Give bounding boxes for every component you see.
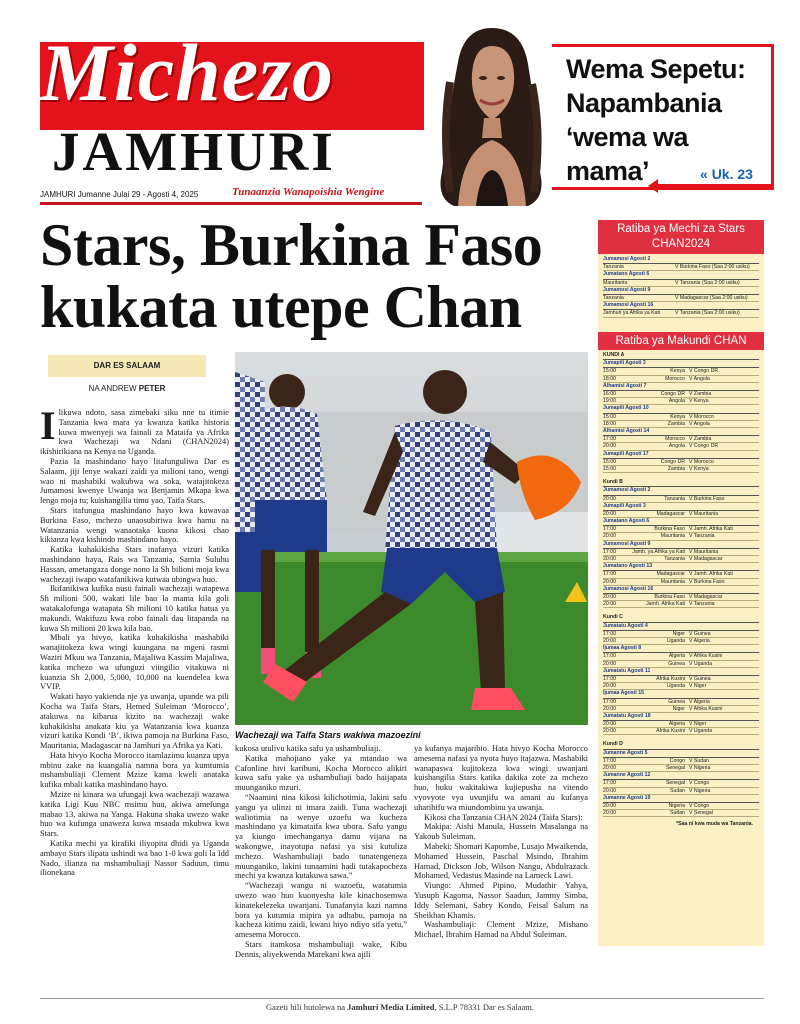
fixture-date: Jumamosi Agosti 9 bbox=[603, 287, 759, 295]
group-name: Kundi D bbox=[603, 741, 759, 749]
place-label: DAR ES SALAAM bbox=[48, 355, 206, 377]
match-away: V Congo bbox=[689, 780, 710, 787]
match-time: 18:00 bbox=[603, 375, 616, 382]
group-match-row bbox=[603, 421, 759, 428]
fixture-away: V Tanzania (Saa 2:00 usiku) bbox=[675, 310, 740, 317]
page-ref-label: Uk. 23 bbox=[711, 166, 753, 182]
fixture-home: Mauritania bbox=[603, 279, 628, 286]
match-home: Tanzania bbox=[664, 556, 685, 563]
match-away: V Guinea bbox=[689, 675, 711, 682]
match-home: Morocco bbox=[665, 375, 685, 382]
fixture-row bbox=[603, 295, 759, 302]
footer bbox=[0, 1002, 800, 1012]
match-time: 20:00 bbox=[603, 601, 616, 608]
group-match-row bbox=[603, 721, 759, 728]
match-home: Mauritania bbox=[660, 578, 685, 585]
match-time: 20:00 bbox=[603, 556, 616, 563]
match-away: V Zambia bbox=[689, 436, 712, 443]
match-away: V Madagascar bbox=[689, 556, 723, 563]
group-match-row bbox=[603, 526, 759, 533]
footer-publisher: Jamhuri Media Limited bbox=[347, 1002, 435, 1012]
match-time: 20:00 bbox=[603, 637, 616, 644]
group-match-row bbox=[603, 706, 759, 713]
article-paragraph: Viungo: Ahmed Pipino, Mudathir Yahya, Yusuph Kagoma, Nassor Saadun, Jammy Simba, Iddy Selemani, Sabry Kondo, Feisal Salum na Sheikhan Khamis. bbox=[414, 881, 588, 920]
match-time: 18:00 bbox=[603, 420, 616, 427]
article-column-3 bbox=[414, 744, 588, 996]
match-away: V Sudan bbox=[689, 757, 709, 764]
article-paragraph: Stars itamkosa mshambuliaji wake, Kibu Dennis, aliyekwenda Marekani kwa ajili bbox=[235, 939, 407, 959]
group-match-date: Jumanne Agosti 5 bbox=[603, 750, 759, 758]
masthead-title: Michezo bbox=[40, 27, 334, 118]
group-name: Kundi B bbox=[603, 479, 759, 487]
match-away: V Burkina Faso bbox=[689, 578, 725, 585]
fixture-date: Jumamosi Agosti 2 bbox=[603, 256, 759, 264]
match-away: V Uganda bbox=[689, 660, 713, 667]
match-home: Congo bbox=[669, 757, 685, 764]
match-away: V Afrika Kusini bbox=[689, 653, 723, 660]
headline-line: kukata utepe Chan bbox=[40, 274, 522, 340]
group-match-row bbox=[603, 466, 759, 473]
match-home: Burkina Faso bbox=[654, 594, 685, 601]
match-home: Madagascar bbox=[656, 571, 685, 578]
group-match-date: Jumapili Agosti 17 bbox=[603, 451, 759, 459]
group-match-date: Jumatatu Agosti 4 bbox=[603, 623, 759, 631]
match-away: V Senegal bbox=[689, 810, 713, 817]
group-match-date: Jumanne Agosti 12 bbox=[603, 772, 759, 780]
match-away: V Afrika Kusini bbox=[689, 705, 723, 712]
article-paragraph: ya kufanya majaribio. Hata hivyo Kocha Morocco amesema nafasi ya nyota huyo itajazwa. Mashabiki wanapaswa kujitokeza kwa wingi uwanjani kuishangilia Stars katika dakika zote za mchezo huo, huku wakitakiwa kujiepusha na vitendo vyovyote vya uvunjifu wa amani au kufanya uharibifu wa miundombinu ya uwanja. bbox=[414, 744, 588, 812]
group-match-row bbox=[603, 436, 759, 443]
byline bbox=[48, 384, 206, 393]
group-match-row bbox=[603, 414, 759, 421]
group-match-row bbox=[603, 661, 759, 668]
group-match-row bbox=[603, 511, 759, 518]
match-home: Angola bbox=[668, 398, 685, 405]
match-away: V Tanzania bbox=[689, 601, 715, 608]
match-time: 17:00 bbox=[603, 757, 616, 764]
match-home: Madagascar bbox=[656, 510, 685, 517]
match-time: 15:00 bbox=[603, 368, 616, 375]
group-match-date: Jumanne Agosti 19 bbox=[603, 795, 759, 803]
match-away: V Congo DR bbox=[689, 368, 719, 375]
match-time: 17:00 bbox=[603, 698, 616, 705]
photo-caption: Wachezaji wa Taifa Stars wakiwa mazoezini bbox=[235, 730, 421, 740]
match-away: V Angola bbox=[689, 375, 710, 382]
article-paragraph: Ikifanikiwa kufika nusu fainali wachezaji watapewa Sh milioni 500, wakati lile bao la mama kila goli watakalofunga watapata Sh milioni 10 katika hatua ya makundi. Wakifuzu kwa robo fainali dau litapanda na kuwa Sh milioni 20 kwa kila bao. bbox=[40, 584, 229, 633]
match-home: Senegal bbox=[665, 765, 685, 772]
celebrity-photo bbox=[428, 22, 554, 206]
teaser-line: Wema Sepetu: bbox=[566, 54, 746, 84]
match-time: 20:00 bbox=[603, 721, 616, 728]
group-match-row bbox=[603, 549, 759, 556]
match-away: V Congo DR bbox=[689, 443, 719, 450]
fixtures-list bbox=[603, 256, 759, 318]
fixture-date: Jumamosi Agosti 16 bbox=[603, 302, 759, 310]
match-away: V Kenya bbox=[689, 398, 709, 405]
match-away: V Jamh. Afrika Kati bbox=[689, 526, 733, 533]
match-time: 20:00 bbox=[603, 510, 616, 517]
article-paragraph: Washambuliaji: Clement Mzize, Mishano Michael, Ibrahim Hamad na Abdul Suleiman. bbox=[414, 920, 588, 940]
group-match-date: Jumapili Agosti 3 bbox=[603, 360, 759, 368]
match-home: Guinea bbox=[668, 660, 685, 667]
article-paragraph: “Wachezaji wangu ni wazoefu, watatumia uwezo wao huo kuonyesha kile kinachosemwa kinatekelezeka uwanjani. Tunafanyia kazi namna bora ya kutumia mipira ya adhabu, pamoja na kacheza kitimu zaidi, kwani hiyo ndiyo sifa yetu,” amesema Morocco. bbox=[235, 881, 407, 940]
group-name: Kundi C bbox=[603, 614, 759, 622]
match-away: V Guinea bbox=[689, 630, 711, 637]
group-match-date: Jumatano Agosti 6 bbox=[603, 518, 759, 526]
byline-name: PETER bbox=[138, 384, 166, 393]
group-match-row bbox=[603, 780, 759, 787]
fixture-away: V Tanzania (Saa 2:00 usiku) bbox=[675, 279, 740, 286]
fixture-row bbox=[603, 264, 759, 271]
fixtures-header: Ratiba ya Mechi za Stars CHAN2024 bbox=[598, 220, 764, 254]
article-paragraph: Makipa: Aishi Manula, Hussein Masalanga na Yakoub Suleiman. bbox=[414, 822, 588, 842]
footer-prefix: Gazeti hili hutolewa na bbox=[265, 1002, 348, 1012]
match-home: Jamh. ya Afrika ya Kati bbox=[632, 548, 685, 555]
article-paragraph: Wakati hayo yakienda nje ya uwanja, upande wa pili Kocha wa Taifa Stars, Hemed Suleiman ‘Morocco’, atakuwa na kibarua kizito na wachezaji wake kuhakikisha anakata kiu ya Watanzania kwa kuanza vizuri katika Kundi ‘B’, ikiwa pamoja na Burkina Faso, Mauritania, Madagascar na Jamhuri ya Afrika ya Kati. bbox=[40, 692, 229, 751]
article-paragraph: Katika mechi ya kirafiki iliyopita dhidi ya Uganda ambayo Stars ilipata ushindi wa bao 1-0 kwa goli la Idd Nado, ilianza na mshambuliaji Nassor Saduun, timu ilionekana bbox=[40, 839, 229, 878]
teaser-page-ref[interactable] bbox=[700, 166, 753, 182]
match-away: V Madagascar bbox=[689, 594, 723, 601]
fixture-date: Jumatano Agosti 6 bbox=[603, 271, 759, 279]
match-away: V Nigeria bbox=[689, 765, 711, 772]
match-away: V Mauritania bbox=[689, 510, 719, 517]
group-match-date: Jumatatu Agosti 18 bbox=[603, 713, 759, 721]
group-match-row bbox=[603, 391, 759, 398]
teaser-line: ‘wema wa mama’ bbox=[566, 122, 689, 186]
match-time: 20:00 bbox=[603, 660, 616, 667]
article-column-2 bbox=[235, 744, 407, 996]
match-time: 15:00 bbox=[603, 465, 616, 472]
match-home: Zambia bbox=[667, 465, 685, 472]
match-time: 20:00 bbox=[603, 803, 616, 810]
match-home: Sudan bbox=[669, 810, 685, 817]
match-home: Congo DR bbox=[660, 458, 685, 465]
match-away: V Burkina Faso bbox=[689, 495, 725, 502]
group-match-row bbox=[603, 638, 759, 645]
group-match-date: Jumamosi Agosti 2 bbox=[603, 487, 759, 495]
group-match-row bbox=[603, 803, 759, 810]
match-time: 20:00 bbox=[603, 705, 616, 712]
group-match-row bbox=[603, 579, 759, 586]
match-home: Jamh. Afrika Kati bbox=[646, 601, 685, 608]
article-paragraph: Mzize ni kinara wa ufungaji kwa wachezaji wazawa katika Ligi Kuu NBC msimu huu, akiwa amefunga mabao 13, akiwa na Yanga. Hakuna shaka uwezo wake huo wa kufunga unawezа kuwa msaada mkubwa kwa Stars. bbox=[40, 790, 229, 839]
drop-cap: I bbox=[40, 408, 56, 448]
group-match-date: Jumatano Agosti 13 bbox=[603, 563, 759, 571]
main-headline bbox=[40, 214, 588, 338]
article-paragraph: Kikosi cha Tanzania CHAN 2024 (Taifa Stars): bbox=[424, 812, 583, 822]
match-home: Burkina Faso bbox=[654, 526, 685, 533]
article-column-1 bbox=[40, 408, 229, 996]
match-time: 17:00 bbox=[603, 436, 616, 443]
group-match-date: Jumatatu Agosti 11 bbox=[603, 668, 759, 676]
group-match-row bbox=[603, 533, 759, 540]
match-away: V Niger bbox=[689, 721, 707, 728]
match-home: Zambia bbox=[667, 420, 685, 427]
group-match-row bbox=[603, 765, 759, 772]
match-time: 17:00 bbox=[603, 675, 616, 682]
group-match-row bbox=[603, 728, 759, 735]
match-away: V Tanzania bbox=[689, 533, 715, 540]
match-away: V Algeria bbox=[689, 637, 710, 644]
group-match-row bbox=[603, 368, 759, 375]
match-time: 19:00 bbox=[603, 398, 616, 405]
team-training-photo bbox=[235, 352, 588, 725]
match-time: 17:00 bbox=[603, 630, 616, 637]
match-time: 20:00 bbox=[603, 443, 616, 450]
footer-rule bbox=[40, 998, 764, 999]
article-paragraph: Katika kuhakikisha Stars inafanya vizuri katika mashindano haya, Rais wa Tanzania, Samia Suluhu Hassan, ametangaza donge nono la Sh bilioni moja kwa wachezaji iwapo watafanikiwa kutwaa ubingwa huo. bbox=[40, 545, 229, 584]
group-match-row bbox=[603, 459, 759, 466]
match-away: V Morocco bbox=[689, 413, 714, 420]
group-match-date: Ijumaa Agosti 15 bbox=[603, 690, 759, 698]
match-time: 17:00 bbox=[603, 548, 616, 555]
group-match-date: Jumamosi Agosti 16 bbox=[603, 586, 759, 594]
article-paragraph: “Naamini nina kikosi kilichotimia, lakini safu yangu ya ulinzi ni imara zaidi. Tuna wachezaji waliotimia na wenye uzoefu wa kucheza mashindano ya kimataifa kwa ubora. Safu yangu ya kiungo imechanganya damu vijana na wakongwe, inayotupa nafasi ya sisi kutuliza mchezo. Washambuliaji bado tunatengeneza muunganiko, lakini tunaamini hadi tutakapocheza mechi ya kwanza kutakuwa sawa.” bbox=[235, 792, 407, 881]
group-match-row bbox=[603, 810, 759, 817]
groups-header: Ratiba ya Makundi CHAN bbox=[598, 332, 764, 350]
match-home: Niger bbox=[672, 630, 685, 637]
fixture-home: Jamhuri ya Afrika ya Kati bbox=[603, 310, 661, 317]
group-match-date: Ijumaa Agosti 8 bbox=[603, 645, 759, 653]
group-match-row bbox=[603, 556, 759, 563]
dateline: JAMHURI Jumanne Julai 29 - Agosti 4, 2025 bbox=[40, 190, 199, 199]
byline-prefix: NA ANDREW bbox=[88, 384, 139, 393]
match-home: Sudan bbox=[669, 787, 685, 794]
match-home: Tanzania bbox=[664, 495, 685, 502]
match-home: Algeria bbox=[668, 653, 685, 660]
match-home: Senegal bbox=[665, 780, 685, 787]
match-time: 20:00 bbox=[603, 578, 616, 585]
group-match-date: Alhamisi Agosti 7 bbox=[603, 383, 759, 391]
match-time: 20:00 bbox=[603, 683, 616, 690]
match-away: V Algeria bbox=[689, 698, 710, 705]
match-away: V Nigeria bbox=[689, 787, 711, 794]
match-home: Congo DR bbox=[660, 390, 685, 397]
headline-line: Stars, Burkina Faso bbox=[40, 212, 543, 278]
match-time: 20:00 bbox=[603, 533, 616, 540]
group-match-row bbox=[603, 676, 759, 683]
match-away: V Uganda bbox=[689, 728, 713, 735]
masthead-subtitle: JAMHURI bbox=[52, 121, 336, 182]
match-time: 17:00 bbox=[603, 526, 616, 533]
match-home: Mauritania bbox=[660, 533, 685, 540]
fixture-home: Tanzania bbox=[603, 294, 624, 301]
group-match-date: Jumamosi Agosti 9 bbox=[603, 541, 759, 549]
group-match-date: Jumapili Agosti 10 bbox=[603, 405, 759, 413]
match-time: 15:00 bbox=[603, 458, 616, 465]
article-paragraph: Hata hivyo Kocha Morocco itamlazimu kuanza upya mbinu zake na kuangalia namna bora ya kumtumia mshambuliaji Clement Mzize kama kweli anataka kufika mbali katika mashindano hayo. bbox=[40, 750, 229, 790]
group-match-row bbox=[603, 601, 759, 608]
match-away: V Congo bbox=[689, 803, 710, 810]
group-match-row bbox=[603, 683, 759, 690]
group-match-date: Jumapili Agosti 3 bbox=[603, 503, 759, 511]
match-away: V Angola bbox=[689, 420, 710, 427]
match-time: 20:00 bbox=[603, 787, 616, 794]
group-match-row bbox=[603, 788, 759, 795]
match-home: Uganda bbox=[666, 683, 685, 690]
match-home: Kenya bbox=[670, 368, 685, 375]
match-home: Afrika Kusini bbox=[656, 675, 685, 682]
group-match-date: Alhamisi Agosti 14 bbox=[603, 428, 759, 436]
match-home: Morocco bbox=[665, 436, 685, 443]
group-match-row bbox=[603, 571, 759, 578]
group-match-row bbox=[603, 376, 759, 383]
match-away: V Niger bbox=[689, 683, 707, 690]
match-away: V Jamh. Afrika Kati bbox=[689, 571, 733, 578]
match-home: Nigeria bbox=[668, 803, 685, 810]
double-chevron-left-icon: « bbox=[700, 166, 708, 182]
group-match-row bbox=[603, 398, 759, 405]
match-home: Algeria bbox=[668, 721, 685, 728]
fixture-home: Tanzania bbox=[603, 264, 624, 271]
timezone-note: *Saa ni kwa muda wa Tanzania. bbox=[676, 821, 753, 828]
fixture-away: V Burkina Faso (Saa 2:00 usiku) bbox=[675, 264, 750, 271]
fixture-away: V Madagascar (Saa 2:00 usiku) bbox=[675, 294, 748, 301]
masthead-rule bbox=[40, 202, 422, 205]
match-time: 20:00 bbox=[603, 594, 616, 601]
match-time: 17:00 bbox=[603, 571, 616, 578]
match-time: 16:00 bbox=[603, 390, 616, 397]
article-paragraph: Ilikuwa ndoto, sasa zimebaki siku nne tu itimie Tanzania kwa mara ya kwanza katika historia kuwa mwenyeji wa fainali za Mataifa ya Afrika kwa Wachezaji wa Ndani (CHAN2024) ikishirikiana na Kenya na Uganda. bbox=[40, 408, 229, 457]
groups-list bbox=[603, 352, 759, 829]
match-time: 20:00 bbox=[603, 810, 616, 817]
group-match-row bbox=[603, 653, 759, 660]
fixture-row bbox=[603, 280, 759, 287]
tagline: Tunaanzia Wanapoishia Wengine bbox=[232, 186, 385, 198]
group-match-row bbox=[603, 758, 759, 765]
article-paragraph: Mabeki: Shomari Kapombe, Lusajo Mwaikenda, Mohamed Hussein, Paschal Msindo, Ibrahim Hamad, Dickson Job, Wilson Nangu, Abdulrazack Mohamed, Vedastus Masinde na Lameck Lawi. bbox=[414, 841, 588, 881]
match-away: V Zambia bbox=[689, 390, 712, 397]
article-paragraph: Pazia la mashindano hayo litafunguliwa Dar es Salaam, jiji lenye wakazi zaidi ya milioni tano, wengi wao ni mashabiki wakubwa wa soka, watajitokeza Jumamosi kwenye Uwanja wa Benjamin Mkapa kwa lengo moja tu; kuishangilia timu yao, Taifa Stars. bbox=[40, 456, 229, 506]
group-match-row bbox=[603, 594, 759, 601]
match-time: 20:00 bbox=[603, 495, 616, 502]
match-time: 17:00 bbox=[603, 780, 616, 787]
group-match-row bbox=[603, 631, 759, 638]
group-match-row bbox=[603, 443, 759, 450]
group-match-row bbox=[603, 496, 759, 503]
match-home: Angola bbox=[668, 443, 685, 450]
article-paragraph: kukosa utulivu katika safu ya ushambuliaji. bbox=[235, 744, 381, 753]
article-paragraph: Katika mahojiano yake ya mtandao wa Cafonline hivi karibuni, Kocha Morocco alikiri kuwa safu yake ya ushambuliaji bado haijapata muunganiko mzuri. bbox=[235, 753, 407, 793]
group-name: KUNDI A bbox=[603, 352, 759, 360]
match-away: V Morocco bbox=[689, 458, 714, 465]
match-home: Afrika Kusini bbox=[656, 728, 685, 735]
match-time: 20:00 bbox=[603, 728, 616, 735]
match-home: Uganda bbox=[666, 637, 685, 644]
match-away: V Kenya bbox=[689, 465, 709, 472]
match-home: Niger bbox=[672, 705, 685, 712]
footer-suffix: , S.L.P 78331 Dar es Salaam. bbox=[434, 1002, 535, 1012]
article-paragraph: Mbali ya hivyo, katika kuhakikisha mashabiki wanajitokeza kwa wingi kuungana na mgeni rasmi Waziri Mkuu wa Tanzania, Majaliwa Kassim Majaliwa, katika mchezo wa ufunguzi viingilio vitakuwa ni kuanzia Sh 2,000, 5,000, 10,000 na kuendelea kwa VVIP. bbox=[40, 633, 229, 692]
match-time: 15:00 bbox=[603, 413, 616, 420]
match-home: Guinea bbox=[668, 698, 685, 705]
match-home: Kenya bbox=[670, 413, 685, 420]
fixture-row bbox=[603, 310, 759, 317]
match-away: V Mauritania bbox=[689, 548, 719, 555]
match-time: 17:00 bbox=[603, 653, 616, 660]
group-match-row bbox=[603, 699, 759, 706]
article-paragraph: Stars itafungua mashindano hayo kwa kuwavaa Burkina Faso, mchezo unaosubiriwa kwa hamu na Watanzania wengi wanaotaka kuona kikosi chao kikianza kwa kishindo mashindano hayo. bbox=[40, 505, 229, 545]
match-time: 20:00 bbox=[603, 765, 616, 772]
teaser-line: Napambania bbox=[566, 88, 722, 118]
